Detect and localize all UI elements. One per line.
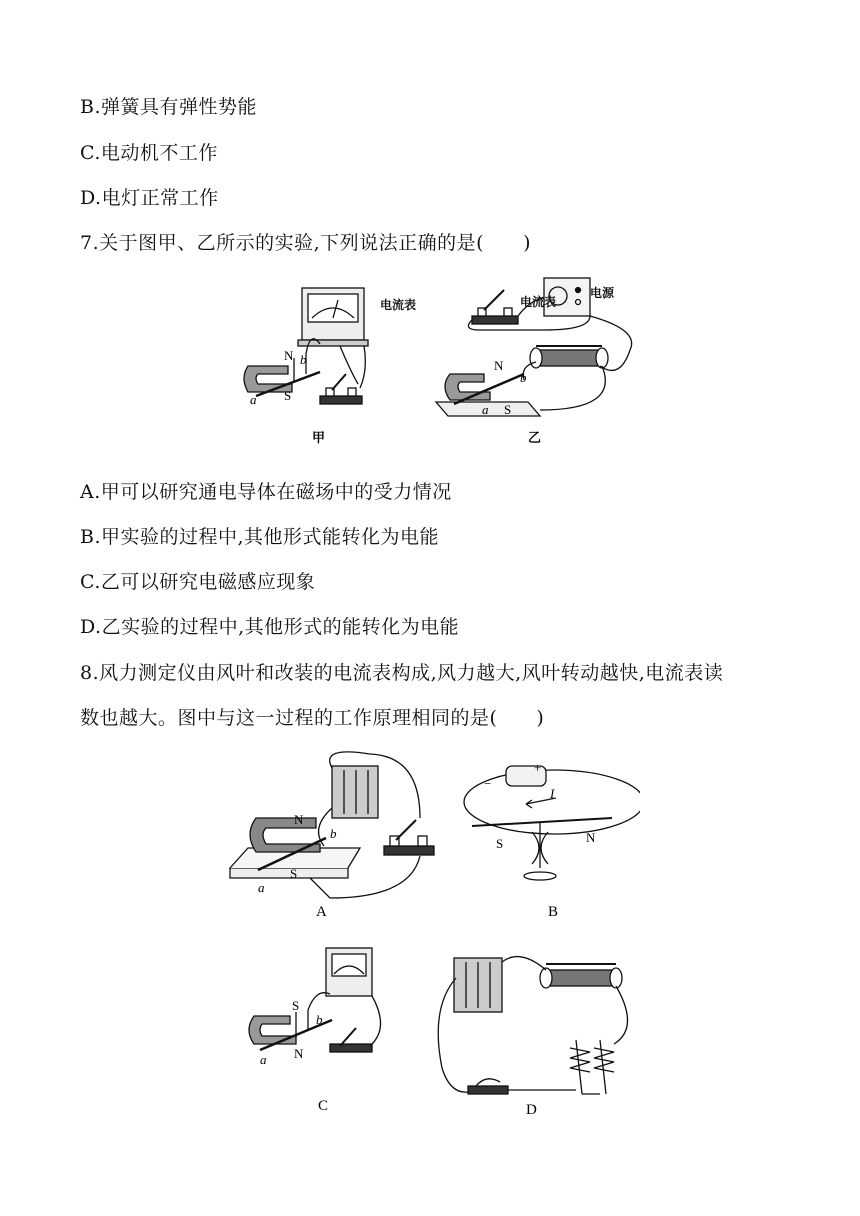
label-current-b: I <box>550 786 555 801</box>
question-7-stem: 7.关于图甲、乙所示的实验,下列说法正确的是( ) <box>80 232 531 254</box>
diagram-c <box>249 948 381 1052</box>
label-a-jia: a <box>250 392 257 407</box>
label-a-yi: a <box>482 402 489 417</box>
magnet-jia <box>244 354 320 396</box>
label-plus-b: + <box>534 760 542 775</box>
question-8-stem-line2: 数也越大。图中与这一过程的工作原理相同的是( ) <box>80 707 545 729</box>
label-b-a: b <box>330 826 337 841</box>
label-b-c: b <box>316 1012 323 1027</box>
switch-yi <box>472 290 518 324</box>
label-n-jia: N <box>284 348 294 363</box>
label-s-a: S <box>290 866 298 881</box>
label-s-b: S <box>496 836 504 851</box>
power-supply-label: 电源 <box>590 286 615 300</box>
rheostat-yi <box>530 346 608 368</box>
q7-option-a: A.甲可以研究通电导体在磁场中的受力情况 <box>80 481 452 503</box>
question-8-stem-line1: 8.风力测定仪由风叶和改装的电流表构成,风力越大,风叶转动越快,电流表读 <box>80 662 724 684</box>
caption-d: D <box>526 1102 537 1118</box>
label-b-jia: b <box>300 352 307 367</box>
label-s-c: S <box>292 998 300 1013</box>
label-minus-b: − <box>484 776 492 791</box>
caption-b: B <box>548 904 559 920</box>
label-n-c: N <box>294 1046 304 1061</box>
label-s-yi: S <box>504 402 512 417</box>
diagram-d <box>438 957 627 1094</box>
label-n-b: N <box>586 830 596 845</box>
diagram-a <box>230 752 434 898</box>
ammeter-jia <box>298 288 368 346</box>
label-n-a: N <box>294 812 304 827</box>
ammeter-label-text: 电流表 <box>380 298 417 312</box>
option-b-line: B.弹簧具有弹性势能 <box>80 96 258 118</box>
label-s-jia: S <box>284 388 292 403</box>
label-a-a: a <box>258 880 265 895</box>
caption-jia: 甲 <box>312 431 326 446</box>
label-n-yi: N <box>494 358 504 373</box>
caption-yi: 乙 <box>528 431 542 446</box>
figure-q7 <box>240 270 680 455</box>
q7-option-c: C.乙可以研究电磁感应现象 <box>80 571 316 593</box>
option-d-line: D.电灯正常工作 <box>80 187 219 209</box>
caption-a: A <box>316 904 327 920</box>
label-a-c: a <box>260 1052 267 1067</box>
caption-c: C <box>318 1098 329 1114</box>
figure-q8 <box>220 748 640 1128</box>
option-c-line: C.电动机不工作 <box>80 142 218 164</box>
q7-option-d: D.乙实验的过程中,其他形式的能转化为电能 <box>80 616 460 638</box>
ammeter-label: 电流表 <box>520 295 557 309</box>
q7-option-b: B.甲实验的过程中,其他形式能转化为电能 <box>80 526 440 548</box>
label-b-yi: b <box>520 370 527 385</box>
